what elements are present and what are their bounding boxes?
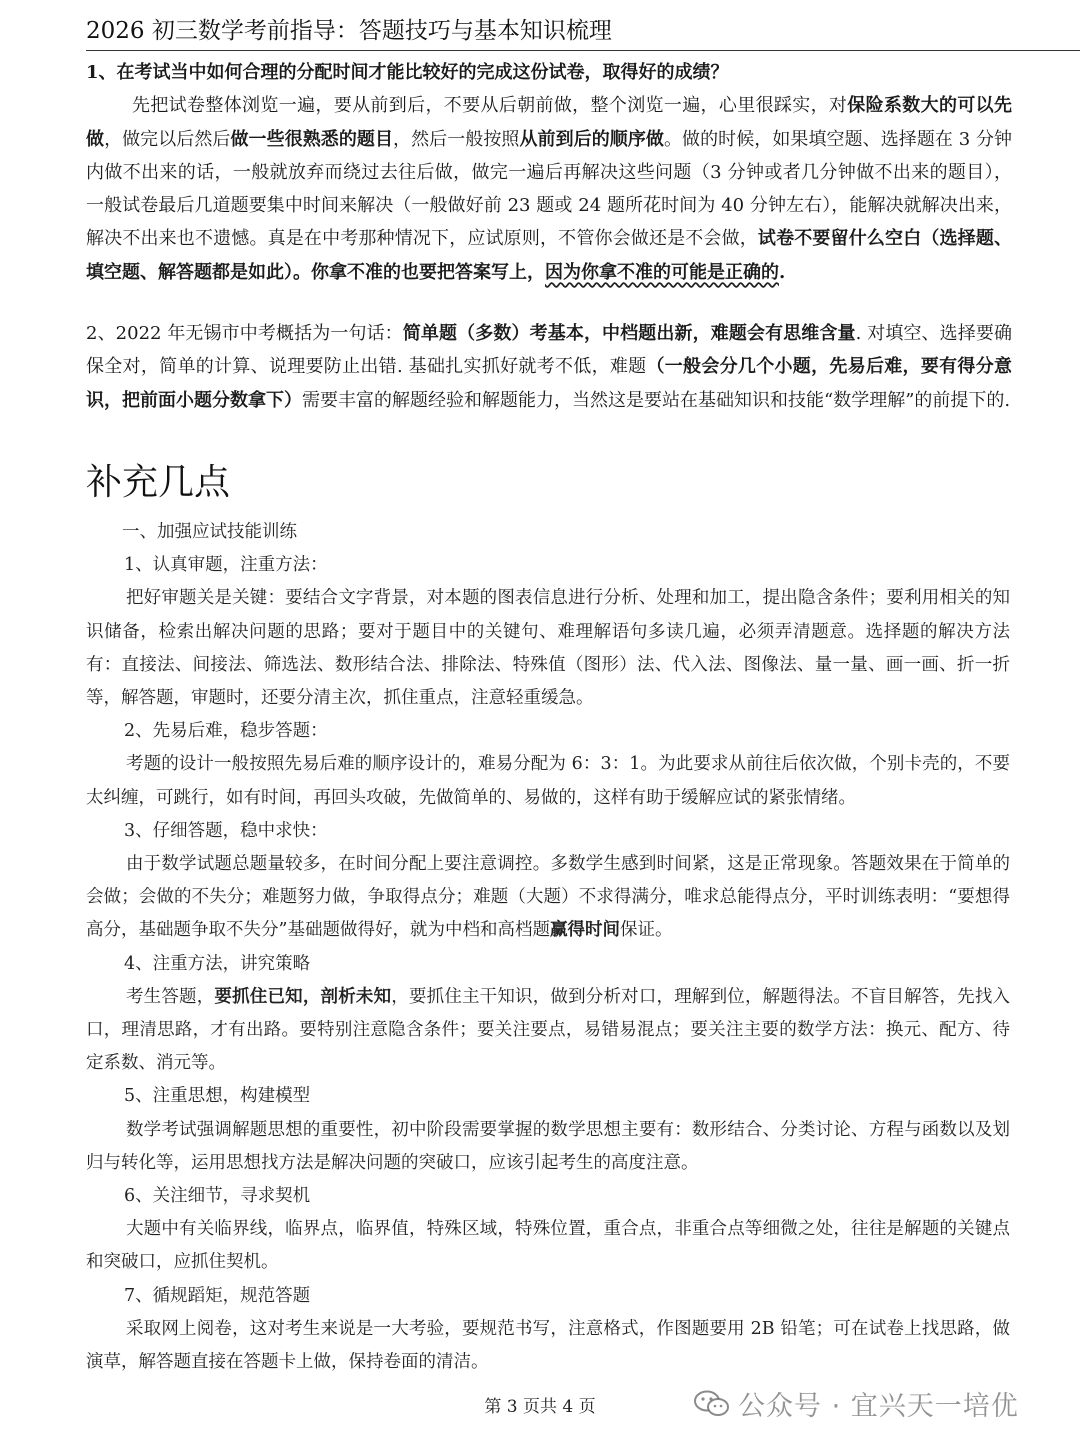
q2-emphasis: （一般会分几个小题，先易后难，要有得分意识，把前面小题分数拿下） — [86, 356, 1012, 411]
item-heading: 4、注重方法，讲究策略 — [124, 953, 311, 974]
item-heading: 5、注重思想，构建模型 — [124, 1086, 311, 1107]
q2-text: . 对填空、选择要确保全对，简单的计算、说理要防止出错. 基础扎实抓好就考不低，难题 — [86, 323, 1013, 378]
item-body-text: ，要抓住主干知识，做到分析对口，理解到位，解题得法。不盲目解答，先找入口，理清思路，才有出路。要特别注意隐含条件；要关注要点，易错易混点；要关注主要的数学方法：换元、配方、待定系数、消元等。 — [86, 986, 1011, 1074]
wechat-icon — [694, 1390, 730, 1418]
item-heading: 7、循规蹈矩，规范答题 — [124, 1285, 311, 1306]
answer-text: 先把试卷整体浏览一遍，要从前到后，不要从后朝前做，整个浏览一遍，心里很踩实，对 — [132, 95, 848, 117]
item-body: 数学考试强调解题思想的重要性，初中阶段需要掌握的数学思想主要有：数形结合、分类讨论、方程与函数以及划归与转化等，运用思想找方法是解决问题的突破口，应该引起考生的高度注意。 — [86, 1119, 1010, 1173]
q2-text: 2、2022 年无锡市中考概括为一句话： — [86, 323, 403, 344]
answer-emphasis: 做一些很熟悉的题目 — [230, 128, 394, 150]
watermark-text: 公众号 · 宜兴天一培优 — [738, 1391, 1019, 1422]
question-2 — [86, 317, 1012, 417]
section-title: 补充几点 — [86, 462, 231, 503]
item-body-text: 由于数学试题总题量较多，在时间分配上要注意调控。多数学生感到时间紧，这是正常现象。答题效果在于简单的会做；会做的不失分；难题努力做，争取得点分；难题（大题）不求得满分，唯求总能得点分，平时训练表明：“要想得高分，基础题争取不失分”基础题做得好，就为中档和高档题 — [86, 854, 1010, 941]
item-body-text: 保证。 — [619, 920, 673, 941]
item-heading: 1、认真审题，注重方法： — [124, 555, 328, 576]
answer-text: ，然后一般按照 — [393, 128, 520, 150]
item-heading: 6、关注细节，寻求契机 — [124, 1186, 311, 1207]
question-1 — [86, 56, 1012, 289]
answer-emphasis: 从前到后的顺序做 — [519, 128, 664, 150]
item-body-text: 考生答题， — [126, 986, 215, 1007]
item-body — [86, 848, 1010, 948]
item-heading: 2、先易后难，稳步答题： — [124, 721, 328, 742]
answer-text: 。做的时候，如果填空题、选择题在 3 分钟内做不出来的话，一般就放弃而绕过去往后做，做完一遍后再解决这些问题（3 分钟或者几分钟做不出来的题目），一般试卷最后几道题要集中时间来解决（一般做好前 23 题或 24 题所花时间为 40 分钟左右），能解决就解决出来，解决不出来也不遗憾。真是在中考那种情况下，应试原则，不管你会做还是不会做， — [86, 128, 1013, 250]
supplement-section — [86, 516, 1010, 1379]
item-body-emphasis: 赢得时间 — [549, 920, 620, 941]
answer-text: . — [779, 261, 786, 283]
item-body: 采取网上阅卷，这对考生来说是一大考验，要规范书写，注意格式，作图题要用 2B 铅笔；可在试卷上找思路，做演草，解答题直接在答题卡上做，保持卷面的清洁。 — [86, 1318, 1010, 1373]
supplement-main-heading: 一、加强应试技能训练 — [122, 522, 297, 542]
question-1-title: 1、在考试当中如何合理的分配时间才能比较好的完成这份试卷，取得好的成绩？ — [86, 62, 729, 83]
answer-key-point: 因为你拿不准的可能是正确的 — [545, 261, 779, 283]
item-body: 考题的设计一般按照先易后难的顺序设计的，难易分配为 6：3：1。为此要求从前往后依次做，个别卡壳的，不要太纠缠，可跳行，如有时间，再回头攻破，先做简单的、易做的，这样有助于缓解应试的紧张情绪。 — [86, 754, 1010, 808]
item-body: 大题中有关临界线，临界点，临界值，特殊区域，特殊位置，重合点，非重合点等细微之处，往往是解题的关键点和突破口，应抓住契机。 — [86, 1219, 1010, 1273]
item-body-emphasis: 要抓住已知，剖析未知 — [214, 986, 392, 1007]
watermark — [694, 1384, 1019, 1423]
question-1-answer — [86, 89, 1012, 289]
item-body: 把好审题关是关键：要结合文字背景，对本题的图表信息进行分析、处理和加工，提出隐含条件；要利用相关的知识储备，检索出解决问题的思路；要对于题目中的关键句、难理解语句多读几遍，必须弄清题意。选择题的解决方法有：直接法、间接法、筛选法、数形结合法、排除法、特殊值（图形）法、代入法、图像法、量一量、画一画、折一折等，解答题，审题时，还要分清主次，抓住重点，注意轻重缓急。 — [86, 588, 1010, 709]
page-number: 第 3 页共 4 页 — [484, 1397, 596, 1417]
item-body — [86, 981, 1010, 1081]
q2-text: 需要丰富的解题经验和解题能力，当然这是要站在基础知识和技能“数学理解”的前提下的. — [302, 389, 1011, 411]
answer-emphasis: 试卷不要留什么空白（选择题、填空题、解答题都是如此）。你拿不准的也要把答案写上， — [86, 228, 1013, 283]
item-heading: 3、仔细答题，稳中求快： — [124, 820, 328, 841]
answer-emphasis: 保险系数大的可以先做 — [86, 95, 1013, 150]
q2-emphasis: 简单题（多数）考基本，中档题出新，难题会有思维含量 — [402, 323, 856, 344]
page-header: 2026 初三数学考前指导：答题技巧与基本知识梳理 — [86, 14, 1080, 51]
answer-text: ，做完以后然后 — [104, 128, 231, 150]
